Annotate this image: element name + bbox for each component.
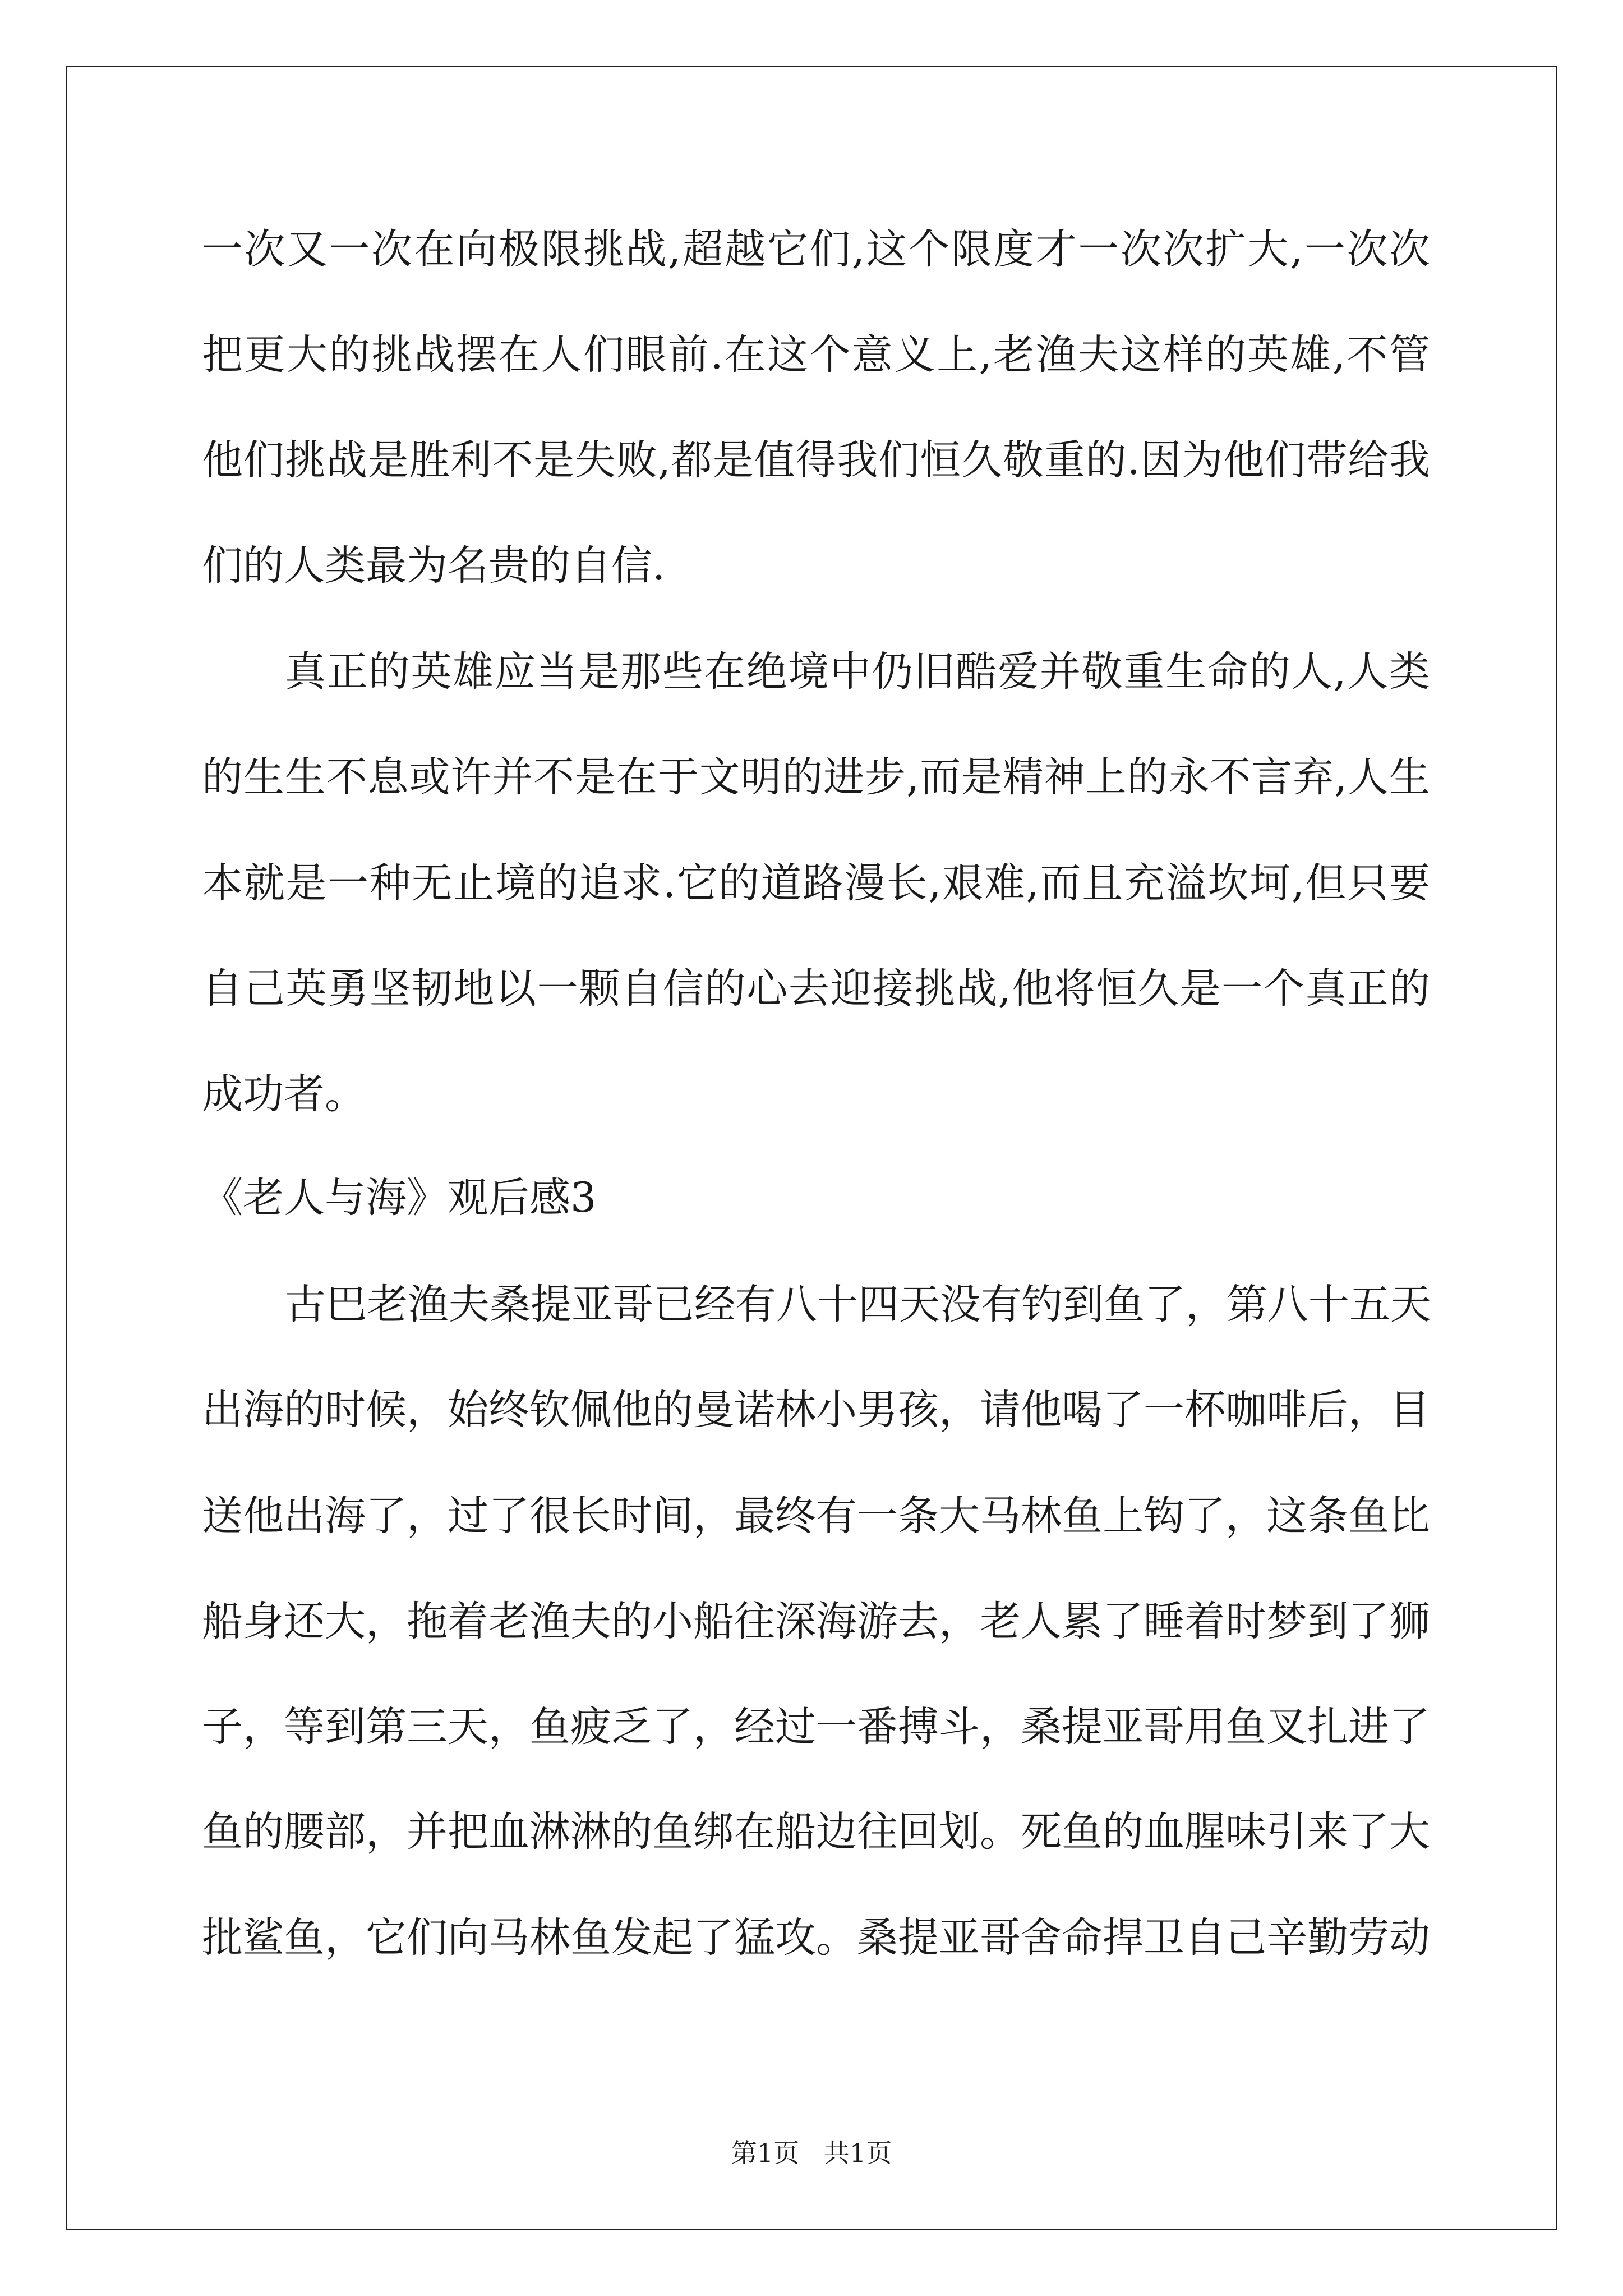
paragraph-line: 真正的英雄应当是那些在绝境中仍旧酷爱并敬重生命的人,人类 xyxy=(285,648,1430,696)
paragraph-line: 出海的时候，始终钦佩他的曼诺林小男孩，请他喝了一杯咖啡后，目 xyxy=(202,1386,1430,1434)
paragraph-line: 子，等到第三天，鱼疲乏了，经过一番搏斗，桑提亚哥用鱼叉扎进了 xyxy=(202,1703,1430,1751)
paragraph-line: 自己英勇坚韧地以一颗自信的心去迎接挑战,他将恒久是一个真正的 xyxy=(202,965,1430,1013)
section-heading: 《老人与海》观后感3 xyxy=(202,1174,597,1222)
paragraph-line: 本就是一种无止境的追求.它的道路漫长,艰难,而且充溢坎坷,但只要 xyxy=(202,859,1430,907)
paragraph-line: 批鲨鱼，它们向马林鱼发起了猛攻。桑提亚哥舍命捍卫自己辛勤劳动 xyxy=(202,1914,1430,1962)
paragraph-line: 送他出海了，过了很长时间，最终有一条大马林鱼上钩了，这条鱼比 xyxy=(202,1492,1430,1540)
paragraph-line: 们的人类最为名贵的自信. xyxy=(202,542,666,590)
page-footer: 第1页 共1页 xyxy=(731,2138,892,2168)
paragraph-line: 的生生不息或许并不是在于文明的进步,而是精神上的永不言弃,人生 xyxy=(202,753,1430,801)
paragraph-line: 古巴老渔夫桑提亚哥已经有八十四天没有钓到鱼了，第八十五天 xyxy=(285,1281,1431,1328)
page-border xyxy=(66,66,1557,2230)
paragraph-line: 一次又一次在向极限挑战,超越它们,这个限度才一次次扩大,一次次 xyxy=(202,226,1430,273)
paragraph-line: 把更大的挑战摆在人们眼前.在这个意义上,老渔夫这样的英雄,不管 xyxy=(202,331,1430,379)
paragraph-line: 船身还大，拖着老渔夫的小船往深海游去，老人累了睡着时梦到了狮 xyxy=(202,1598,1430,1645)
paragraph-line: 成功者。 xyxy=(202,1070,366,1118)
paragraph-line: 他们挑战是胜利不是失败,都是值得我们恒久敬重的.因为他们带给我 xyxy=(202,436,1430,484)
paragraph-line: 鱼的腰部，并把血淋淋的鱼绑在船边往回划。死鱼的血腥味引来了大 xyxy=(202,1808,1430,1856)
